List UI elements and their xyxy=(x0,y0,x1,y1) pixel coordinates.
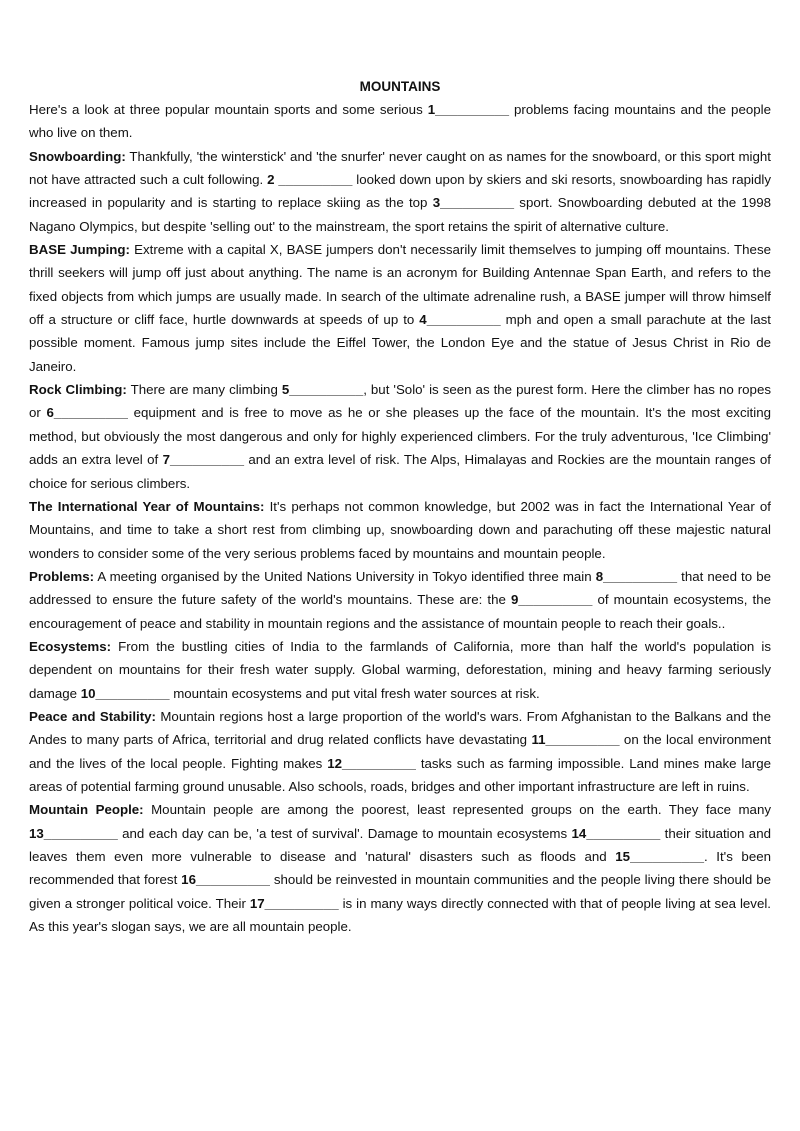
text-segment: should be reinvested in mountain communities and the people living there should be given a stronger political voice. Their xyxy=(29,872,771,911)
text-segment: of mountain ecosystems, the encouragement of peace and stability in mountain regions and the assistance of mountain people to reach their goals.. xyxy=(29,592,771,631)
paragraph xyxy=(29,495,771,565)
gap-4 xyxy=(419,312,500,327)
gap-blank: __________ xyxy=(53,405,128,421)
text-segment: From the bustling cities of India to the farmlands of California, more than half the world's population is dependent on mountains for their fresh water supply. Global warming, deforestation, mining and heavy farming seriously damage xyxy=(29,638,771,701)
text-segment: Here's a look at three popular mountain sports and some serious xyxy=(29,102,428,117)
text-segment: tasks such as farming impossible. Land mines make large areas of potential farming ground unusable. Also schools, roads, bridges and other important infrastructure are left in ruins. xyxy=(29,755,771,794)
gap-number: 3 xyxy=(432,195,441,211)
gap-1 xyxy=(428,102,509,117)
gap-number: 8 xyxy=(595,568,604,584)
section-heading: BASE Jumping: xyxy=(29,242,130,258)
gap-blank: __________ xyxy=(170,452,244,468)
text-segment: equipment and is free to move as he or she pleases up the face of the mountain. It's the most exciting method, but obviously the most dangerous and only for highly experienced climbers. For the truly adventurous, 'Ice Climbing' adds an extra level of xyxy=(29,405,771,468)
gap-blank: __________ xyxy=(630,849,705,864)
paragraph xyxy=(29,145,771,238)
gap-blank: __________ xyxy=(43,825,118,841)
gap-blank: __________ xyxy=(274,172,353,188)
gap-blank: __________ xyxy=(545,732,620,748)
section-heading: Mountain People: xyxy=(29,802,144,818)
text-segment: their situation and leaves them even more vulnerable to disease and 'natural' disasters such as floods and xyxy=(29,825,771,864)
text-segment: Extreme with a capital X, BASE jumpers don't necessarily limit themselves to jumping off mountains. These thrill seekers will jump off just about anything. The name is an acronym for Building Antennae Span Earth, and refers to the fixed objects from which jumps are usually made. In search of the ultimate adrenaline rush, a BASE jumper will throw himself off a structure or cliff face, hurtle downwards at speeds of up to xyxy=(29,242,771,328)
section-heading: Peace and Stability: xyxy=(29,708,156,724)
gap-blank: __________ xyxy=(195,872,270,888)
text-segment: and an extra level of risk. The Alps, Himalayas and Rockies are the mountain ranges of choice for serious climbers. xyxy=(29,452,771,491)
gap-blank: __________ xyxy=(603,568,678,584)
gap-9 xyxy=(511,592,592,607)
gap-16 xyxy=(181,872,270,887)
gap-11 xyxy=(531,732,619,747)
gap-blank: __________ xyxy=(586,825,661,841)
gap-blank: __________ xyxy=(95,685,170,701)
section-heading: The International Year of Mountains: xyxy=(29,498,265,514)
text-segment: Thankfully, 'the winterstick' and 'the snurfer' never caught on as names for the snowboard, or this sport might not have attracted such a cult following. xyxy=(29,148,771,188)
paragraph xyxy=(29,705,771,798)
gap-17 xyxy=(250,896,339,911)
text-segment: Mountain people are among the poorest, least represented groups on the earth. They face many xyxy=(143,802,771,818)
gap-blank: __________ xyxy=(518,592,593,608)
gap-2 xyxy=(267,172,352,187)
text-segment: looked down upon by skiers and ski resorts, snowboarding has rapidly increased in popularity and is starting to replace skiing as the top xyxy=(29,172,771,211)
gap-number: 13 xyxy=(29,825,44,841)
gap-12 xyxy=(327,756,416,771)
gap-13 xyxy=(29,826,118,841)
text-segment: It's perhaps not common knowledge, but 2002 was in fact the International Year of Mountains, and time to take a short rest from climbing up, snowboarding down and parachuting off these majestic natural wonders to consider some of the very serious problems faced by mountains and mountain people. xyxy=(29,498,771,561)
gap-blank: __________ xyxy=(341,755,416,771)
gap-15 xyxy=(615,849,704,864)
text-segment: mountain ecosystems and put vital fresh water sources at risk. xyxy=(169,685,540,701)
section-heading: Snowboarding: xyxy=(29,148,126,164)
page-title: MOUNTAINS xyxy=(359,79,441,94)
document-body xyxy=(29,98,771,938)
text-segment: There are many climbing xyxy=(126,382,282,398)
gap-8 xyxy=(596,569,677,584)
gap-number: 17 xyxy=(249,895,265,911)
paragraph xyxy=(29,635,771,705)
text-segment: Mountain regions host a large proportion of the world's wars. From Afghanistan to the Balkans and the Andes to many parts of Africa, territorial and drug related conflicts have devastating xyxy=(29,708,771,748)
gap-number: 11 xyxy=(531,732,546,748)
gap-number: 10 xyxy=(80,685,96,701)
gap-number: 7 xyxy=(162,452,171,468)
paragraph xyxy=(29,565,771,635)
section-heading: Rock Climbing: xyxy=(29,382,127,398)
text-segment: mph and open a small parachute at the last possible moment. Famous jump sites include the Eiffel Tower, the London Eye and the statue of Jesus Christ in Rio de Janeiro. xyxy=(29,312,771,374)
gap-blank: __________ xyxy=(426,312,501,328)
document-page xyxy=(29,76,771,938)
gap-14 xyxy=(572,826,661,841)
gap-3 xyxy=(433,195,514,210)
paragraph xyxy=(29,798,771,938)
gap-number: 5 xyxy=(281,382,290,398)
paragraph xyxy=(29,98,771,145)
text-segment: problems facing mountains and the people who live on them. xyxy=(29,102,771,141)
gap-blank: __________ xyxy=(440,195,515,211)
text-segment: and each day can be, 'a test of survival'. Damage to mountain ecosystems xyxy=(117,825,572,841)
gap-number: 15 xyxy=(615,849,631,864)
gap-blank: __________ xyxy=(264,895,339,911)
text-segment: sport. Snowboarding debuted at the 1998 Nagano Olympics, but despite 'selling out' to the mainstream, the sport retains the spirit of alternative culture. xyxy=(29,195,771,234)
paragraph xyxy=(29,238,771,378)
gap-number: 6 xyxy=(46,405,54,421)
text-segment: on the local environment and the lives of the local people. Fighting makes xyxy=(29,732,771,771)
gap-6 xyxy=(47,405,128,420)
gap-7 xyxy=(163,452,244,467)
gap-10 xyxy=(81,686,170,701)
section-heading: Problems: xyxy=(29,568,95,584)
section-heading: Ecosystems: xyxy=(29,638,112,654)
text-segment: . It's been recommended that forest xyxy=(29,849,771,888)
gap-blank: __________ xyxy=(289,382,364,398)
text-segment: that need to be addressed to ensure the future safety of the world's mountains. These are: the xyxy=(29,568,771,608)
gap-number: 4 xyxy=(419,312,427,328)
gap-number: 16 xyxy=(181,872,196,888)
text-segment: , but 'Solo' is seen as the purest form. Here the climber has no ropes or xyxy=(29,382,771,421)
gap-blank: __________ xyxy=(435,102,510,117)
gap-number: 1 xyxy=(427,102,436,117)
gap-number: 14 xyxy=(571,825,587,841)
text-segment: is in many ways directly connected with that of people living at sea level. As this year's slogan says, we are all mountain people. xyxy=(29,895,771,935)
paragraph xyxy=(29,378,771,495)
text-segment: A meeting organised by the United Nations University in Tokyo identified three main xyxy=(94,568,596,584)
gap-number: 12 xyxy=(327,755,342,771)
gap-5 xyxy=(282,382,363,397)
gap-number: 2 xyxy=(267,172,275,188)
gap-number: 9 xyxy=(511,592,519,608)
